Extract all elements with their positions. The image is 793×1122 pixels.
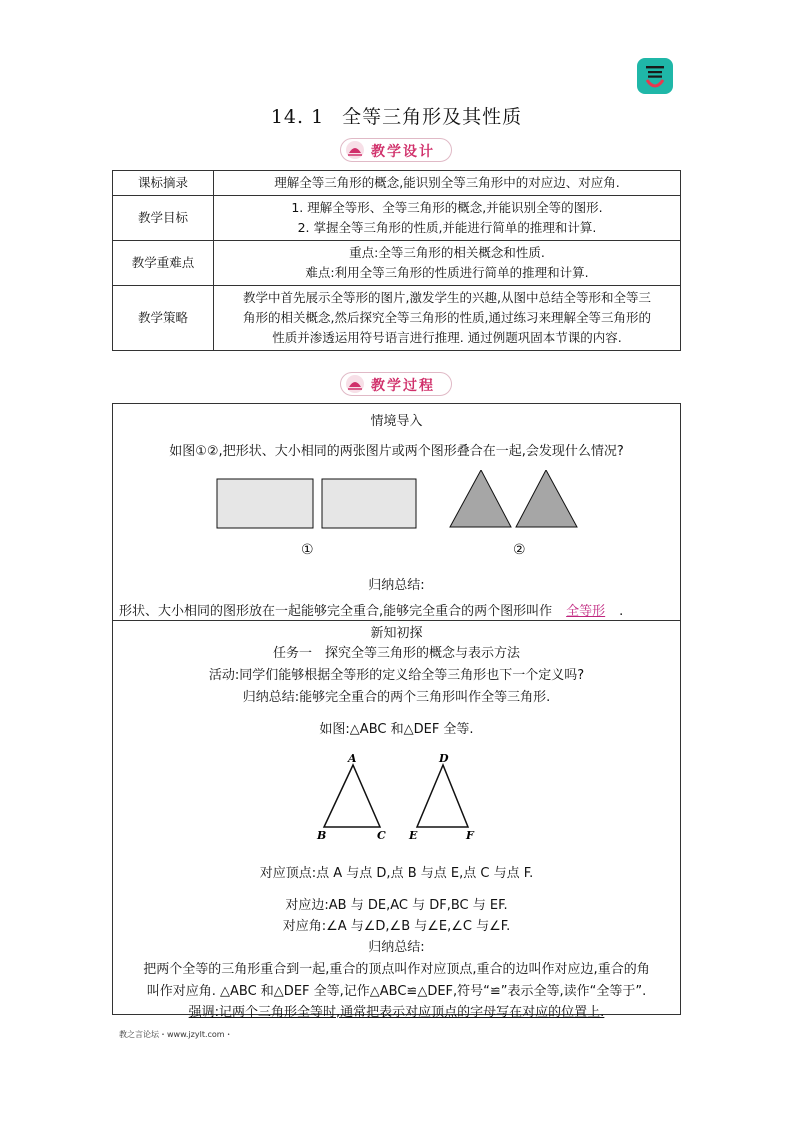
triangle-def: [417, 765, 468, 827]
triangle-abc: [324, 765, 380, 827]
summary-suffix: .: [619, 604, 624, 619]
table-row: [113, 196, 681, 241]
intro-question: 如图①②,把形状、大小相同的两张图片或两个图形叠合在一起,会发现什么情况?: [169, 444, 624, 459]
section-divider: [113, 620, 680, 621]
content-line: 1. 理解全等形、全等三角形的概念,并能识别全等的图形.: [291, 200, 603, 215]
triangle-shape-2: [516, 470, 577, 527]
table-row: [113, 171, 681, 196]
summary-definition: 归纳总结:能够完全重合的两个三角形叫作全等三角形.: [242, 690, 551, 705]
summary-prefix: 形状、大小相同的图形放在一起能够完全重合,能够完全重合的两个图形叫作: [119, 604, 553, 619]
badge-label: 教学设计: [371, 144, 435, 160]
corresponding-vertices: 对应顶点:点 A 与点 D,点 B 与点 E,点 C 与点 F.: [259, 866, 534, 881]
brand-logo-icon: [637, 58, 673, 94]
emphasis-note: 强调:记两个三角形全等时,通常把表示对应顶点的字母写在对应的位置上.: [188, 1005, 605, 1020]
page-title: [0, 102, 793, 129]
teaching-process-box: [112, 403, 681, 1020]
content-line: 重点:全等三角形的相关概念和性质.: [349, 245, 545, 260]
row-content: 理解全等三角形的概念,能识别全等三角形中的对应边、对应角.: [214, 171, 681, 196]
vertex-label-f: F: [466, 829, 474, 842]
rectangle-shape-2: [322, 479, 416, 528]
badge-label: 教学过程: [371, 378, 435, 394]
summary-line: 把两个全等的三角形重合到一起,重合的顶点叫作对应顶点,重合的边叫作对应边,重合的角: [143, 962, 650, 977]
page-footer: 教之言论坛・www.jzylt.com・: [119, 1030, 233, 1039]
task-title: 任务一 探究全等三角形的概念与表示方法: [272, 646, 520, 661]
summary-line: 叫作对应角. △ABC 和△DEF 全等,记作△ABC≌△DEF,符号“≌”表示全等,读作“全等于”.: [146, 984, 647, 999]
summary-title: 归纳总结:: [368, 578, 425, 593]
content-line: 角形的相关概念,然后探究全等三角形的性质,通过练习来理解全等三角形的: [243, 310, 651, 325]
lesson-plan-table: [112, 170, 681, 351]
content-line: 性质并渗透运用符号语言进行推理. 通过例题巩固本节课的内容.: [272, 330, 622, 345]
figure-shapes: [113, 470, 680, 570]
table-row: [113, 241, 681, 286]
corresponding-angles: 对应角:∠A 与∠D,∠B 与∠E,∠C 与∠F.: [282, 919, 511, 934]
vertex-label-e: E: [409, 829, 418, 842]
lotus-icon: [345, 140, 365, 160]
row-content: [214, 286, 681, 351]
row-header: 课标摘录: [113, 171, 214, 196]
content-line: 教学中首先展示全等形的图片,激发学生的兴趣,从图中总结全等形和全等三: [243, 290, 651, 305]
figure-intro: 如图:△ABC 和△DEF 全等.: [319, 722, 474, 737]
content-line: 难点:利用全等三角形的性质进行简单的推理和计算.: [305, 265, 589, 280]
triangle-shape-1: [450, 470, 511, 527]
summary-sentence: [119, 600, 686, 619]
row-header: 教学重难点: [113, 241, 214, 286]
section-number: 14. 1: [270, 106, 325, 128]
row-content: [214, 196, 681, 241]
row-content: [214, 241, 681, 286]
rectangle-shape-1: [217, 479, 313, 528]
lotus-icon: [345, 374, 365, 394]
vertex-label-b: B: [317, 829, 327, 842]
badge-teaching-design: [340, 138, 452, 162]
vertex-label-a: A: [348, 752, 357, 765]
triangles-figure: [113, 748, 680, 848]
badge-teaching-process: [340, 372, 452, 396]
title-text: 全等三角形及其性质: [342, 106, 523, 128]
content-line: 2. 掌握全等三角形的性质,并能进行简单的推理和计算.: [297, 220, 597, 235]
figure-label-1: ①: [301, 542, 314, 558]
section-heading: 情境导入: [370, 414, 423, 429]
row-header: 教学策略: [113, 286, 214, 351]
section-heading: 新知初探: [370, 626, 423, 641]
figure-label-2: ②: [513, 542, 526, 558]
vertex-label-d: D: [439, 752, 449, 765]
row-header: 教学目标: [113, 196, 214, 241]
summary-answer: 全等形: [566, 604, 606, 619]
table-row: [113, 286, 681, 351]
activity-text: 活动:同学们能够根据全等形的定义给全等三角形也下一个定义吗?: [208, 668, 585, 683]
vertex-label-c: C: [377, 829, 386, 842]
corresponding-sides: 对应边:AB 与 DE,AC 与 DF,BC 与 EF.: [285, 898, 508, 913]
summary-title: 归纳总结:: [368, 940, 425, 955]
